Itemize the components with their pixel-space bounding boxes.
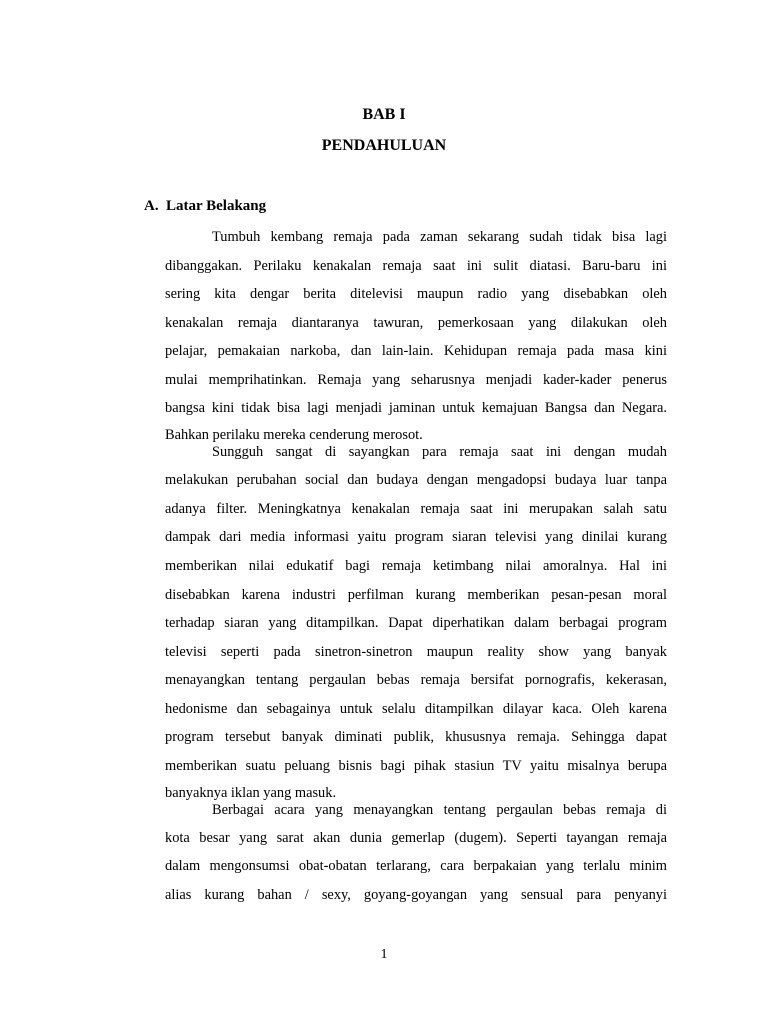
section-number: A. xyxy=(144,198,159,214)
text-line: kenakalan remaja diantaranya tawuran, pemerkosaan yang dilakukan oleh xyxy=(165,315,667,331)
chapter-label: BAB I xyxy=(362,106,406,123)
text-line: dibanggakan. Perilaku kenakalan remaja saat ini sulit diatasi. Baru-baru ini xyxy=(165,258,667,274)
text-line: alias kurang bahan / sexy, goyang-goyangan yang sensual para penyanyi xyxy=(165,887,667,903)
section-title: Latar Belakang xyxy=(166,198,267,214)
text-line: hedonisme dan sebagainya untuk selalu ditampilkan dilayar kaca. Oleh karena xyxy=(165,701,667,717)
section-heading xyxy=(144,198,266,215)
text-line: dalam mengonsumsi obat-obatan terlarang, cara berpakaian yang terlalu minim xyxy=(165,858,667,874)
text-line: sering kita dengar berita ditelevisi maupun radio yang disebabkan oleh xyxy=(165,286,667,302)
chapter-title: PENDAHULUAN xyxy=(321,137,447,154)
text-line: adanya filter. Meningkatnya kenakalan remaja saat ini merupakan salah satu xyxy=(165,501,667,517)
text-line: program tersebut banyak diminati publik, khususnya remaja. Sehingga dapat xyxy=(165,729,667,745)
text-line: Bahkan perilaku mereka cenderung merosot. xyxy=(165,427,423,443)
text-line: bangsa kini tidak bisa lagi menjadi jaminan untuk kemajuan Bangsa dan Negara. xyxy=(165,400,667,416)
text-line: mulai memprihatinkan. Remaja yang seharusnya menjadi kader-kader penerus xyxy=(165,372,667,388)
text-line: melakukan perubahan social dan budaya dengan mengadopsi budaya luar tanpa xyxy=(165,472,667,488)
text-line: kota besar yang sarat akan dunia gemerlap (dugem). Seperti tayangan remaja xyxy=(165,830,667,846)
text-line: dampak dari media informasi yaitu program siaran televisi yang dinilai kurang xyxy=(165,529,667,545)
page-number: 1 xyxy=(380,947,388,962)
text-line: televisi seperti pada sinetron-sinetron maupun reality show yang banyak xyxy=(165,644,667,660)
text-line: Berbagai acara yang menayangkan tentang pergaulan bebas remaja di xyxy=(212,802,667,818)
text-line: disebabkan karena industri perfilman kurang memberikan pesan-pesan moral xyxy=(165,587,667,603)
text-line: Sungguh sangat di sayangkan para remaja saat ini dengan mudah xyxy=(212,444,667,460)
text-line: banyaknya iklan yang masuk. xyxy=(165,785,337,801)
text-line: menayangkan tentang pergaulan bebas remaja bersifat pornografis, kekerasan, xyxy=(165,672,667,688)
text-line: memberikan suatu peluang bisnis bagi pihak stasiun TV yaitu misalnya berupa xyxy=(165,758,667,774)
text-line: terhadap siaran yang ditampilkan. Dapat diperhatikan dalam berbagai program xyxy=(165,615,667,631)
text-line: memberikan nilai edukatif bagi remaja ketimbang nilai amoralnya. Hal ini xyxy=(165,558,667,574)
text-line: Tumbuh kembang remaja pada zaman sekarang sudah tidak bisa lagi xyxy=(212,229,667,245)
text-line: pelajar, pemakaian narkoba, dan lain-lain. Kehidupan remaja pada masa kini xyxy=(165,343,667,359)
